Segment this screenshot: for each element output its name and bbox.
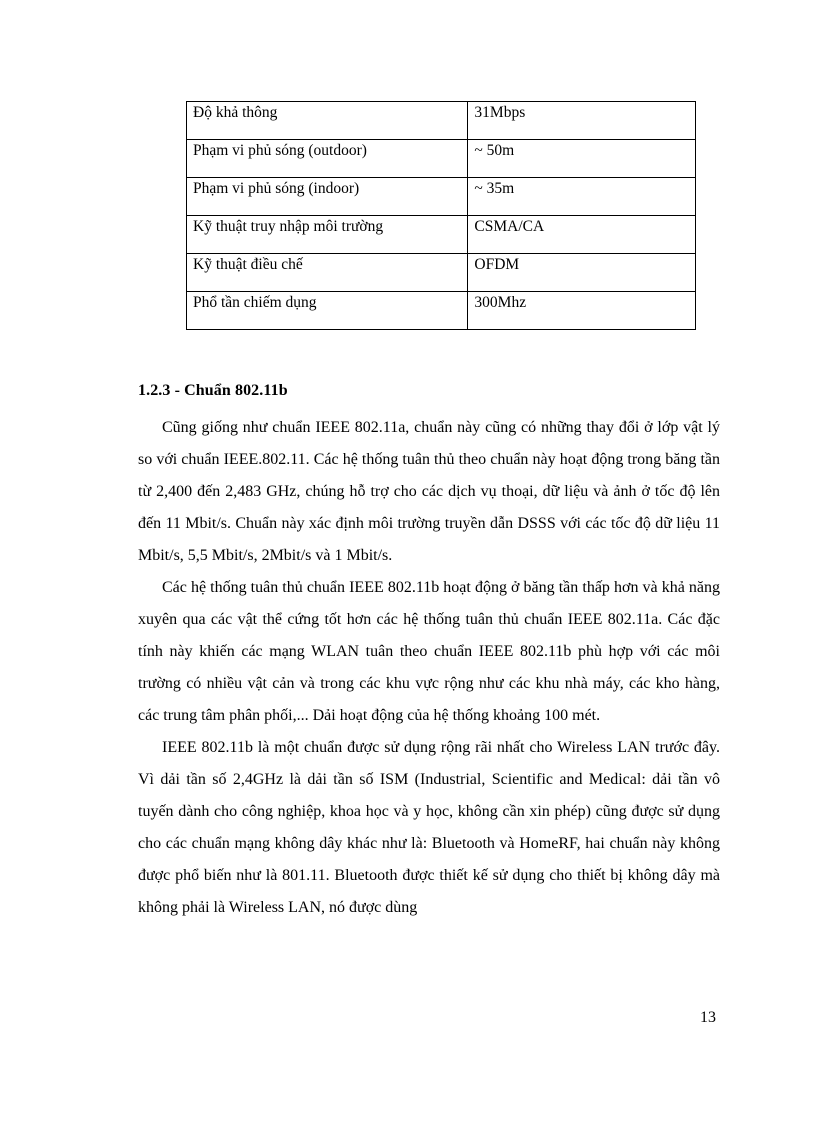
table-cell-label: Kỹ thuật truy nhập môi trường (187, 216, 468, 254)
table-row (187, 178, 696, 216)
table-row (187, 140, 696, 178)
table-cell-label: Phạm vi phủ sóng (indoor) (187, 178, 468, 216)
paragraph: Các hệ thống tuân thủ chuẩn IEEE 802.11b hoạt động ở băng tần thấp hơn và khả năng xuyên qua các vật thể cứng tốt hơn các hệ thống tuân thủ chuẩn IEEE 802.11a. Các đặc tính này khiến các mạng WLAN tuân theo chuẩn IEEE 802.11b phù hợp với các môi trường có nhiều vật cản và trong các khu vực rộng như các khu nhà máy, các kho hàng, các trung tâm phân phối,... Dải hoạt động của hệ thống khoảng 100 mét. (138, 579, 720, 724)
table-cell-value: ~ 35m (468, 178, 696, 216)
section-body (138, 412, 720, 924)
table-cell-label: Độ khả thông (187, 102, 468, 140)
table-cell-label: Phạm vi phủ sóng (outdoor) (187, 140, 468, 178)
table-cell-label: Kỹ thuật điều chế (187, 254, 468, 292)
table-row (187, 292, 696, 330)
page-number: 13 (700, 1009, 716, 1026)
spec-table (186, 101, 696, 330)
table-cell-value: ~ 50m (468, 140, 696, 178)
paragraph: IEEE 802.11b là một chuẩn được sử dụng rộng rãi nhất cho Wireless LAN trước đây. Vì dải tần số 2,4GHz là dải tần số ISM (Industrial, Scientific and Medical: dải tần vô tuyến dành cho công nghiệp, khoa học và y học, không cần xin phép) cũng được sử dụng cho các chuẩn mạng không dây khác như là: Bluetooth và HomeRF, hai chuẩn này không được phổ biến như là 801.11. Bluetooth được thiết kế sử dụng cho thiết bị không dây mà không phải là Wireless LAN, nó được dùng (138, 739, 720, 916)
table-cell-value: 31Mbps (468, 102, 696, 140)
table-row (187, 254, 696, 292)
table-cell-value: CSMA/CA (468, 216, 696, 254)
section-heading: 1.2.3 - Chuẩn 802.11b (138, 382, 288, 399)
table-row (187, 102, 696, 140)
table-cell-value: OFDM (468, 254, 696, 292)
paragraph: Cũng giống như chuẩn IEEE 802.11a, chuẩn này cũng có những thay đổi ở lớp vật lý so với chuẩn IEEE.802.11. Các hệ thống tuân thủ theo chuẩn này hoạt động trong băng tần từ 2,400 đến 2,483 GHz, chúng hỗ trợ cho các dịch vụ thoại, dữ liệu và ảnh ở tốc độ lên đến 11 Mbit/s. Chuẩn này xác định môi trường truyền dẫn DSSS với các tốc độ dữ liệu 11 Mbit/s, 5,5 Mbit/s, 2Mbit/s và 1 Mbit/s. (138, 419, 720, 564)
table-cell-label: Phổ tần chiếm dụng (187, 292, 468, 330)
table-cell-value: 300Mhz (468, 292, 696, 330)
table-row (187, 216, 696, 254)
